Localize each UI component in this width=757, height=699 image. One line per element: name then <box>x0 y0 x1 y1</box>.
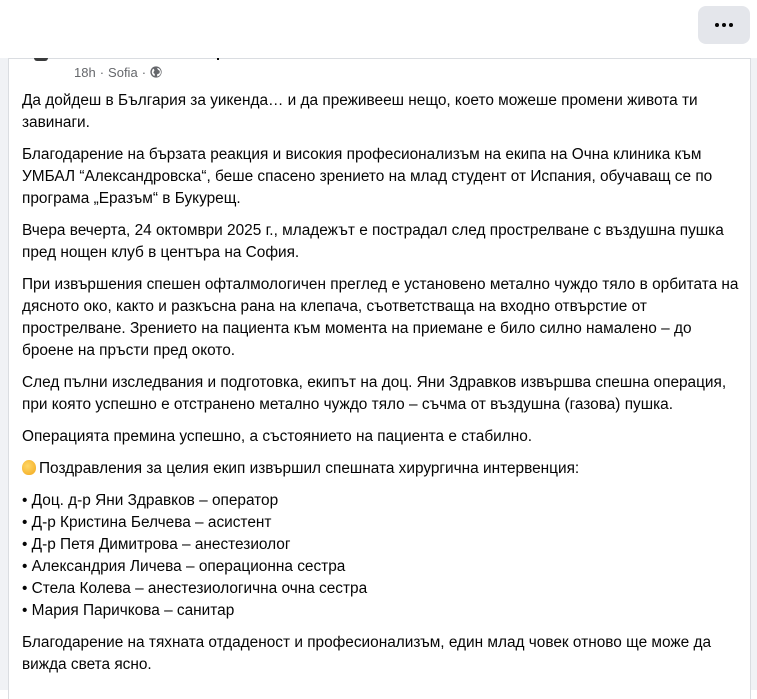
list-item: • Д-р Кристина Белчева – асистент <box>22 514 272 531</box>
list-item: • Доц. д-р Яни Здравков – оператор <box>22 492 279 509</box>
list-item: • Д-р Петя Димитрова – анестезиолог <box>22 536 291 553</box>
congrats-paragraph <box>22 458 742 480</box>
feed-background-left <box>0 58 8 690</box>
post-paragraph: Благодарение на бързата реакция и високия професионализъм на екипа на Очна клиника към УМБАЛ “Александровска“, беше спасено зрението на млад студент от Испания, обучаващ се по програма „Еразъм“ в Букурещ. <box>22 146 713 207</box>
post-body <box>22 90 742 686</box>
post-meta <box>74 63 162 81</box>
post-paragraph: Да дойдеш в България за уикенда… и да преживееш нещо, което можеше промени живота ти завинаги. <box>22 92 698 131</box>
meta-separator: · <box>99 64 105 80</box>
post-location[interactable]: Sofia <box>108 64 138 80</box>
team-list <box>22 490 742 622</box>
closing-paragraph: Благодарение на тяхната отдаденост и професионализъм, един млад човек отново ще може да вижда света ясно. <box>22 634 712 673</box>
post-paragraph: При извършения спешен офталмологичен преглед е установено метално чуждо тяло в орбитата на дясното око, както и разкъсна рана на клепача, съответстваща на входно отвърстие от прострелване. Зрението на пациента към момента на приемане е било силно намалено – до броене на пръсти пред окото. <box>22 276 739 359</box>
more-options-button[interactable] <box>698 6 750 44</box>
ellipsis-icon <box>722 23 726 27</box>
ellipsis-icon <box>715 23 719 27</box>
feed-background-right <box>750 58 757 690</box>
meta-separator: · <box>141 64 147 80</box>
author-name[interactable] <box>217 58 219 60</box>
top-bar <box>0 0 757 58</box>
clapping-hands-icon <box>22 460 36 475</box>
post-time[interactable]: 18h <box>74 64 96 80</box>
congrats-text: Поздравления за целия екип извършил спешната хирургична интервенция: <box>39 460 580 477</box>
globe-icon[interactable] <box>150 66 162 78</box>
post-paragraph: Вчера вечерта, 24 октомври 2025 г., младежът е пострадал след прострелване с въздушна пушка пред нощен клуб в центъра на София. <box>22 222 724 261</box>
post-paragraph: Операцията премина успешно, а състоянието на пациента е стабилно. <box>22 428 533 445</box>
post-paragraph: След пълни изследвания и подготовка, екипът на доц. Яни Здравков извършва спешна операция, при която успешно е отстранено метално чуждо тяло – съчма от въздушна (газова) пушка. <box>22 374 727 413</box>
list-item: • Александрия Личева – операционна сестра <box>22 558 346 575</box>
list-item: • Стела Колева – анестезиологична очна сестра <box>22 580 368 597</box>
ellipsis-icon <box>729 23 733 27</box>
avatar[interactable] <box>34 58 48 61</box>
list-item: • Мария Паричкова – санитар <box>22 602 235 619</box>
